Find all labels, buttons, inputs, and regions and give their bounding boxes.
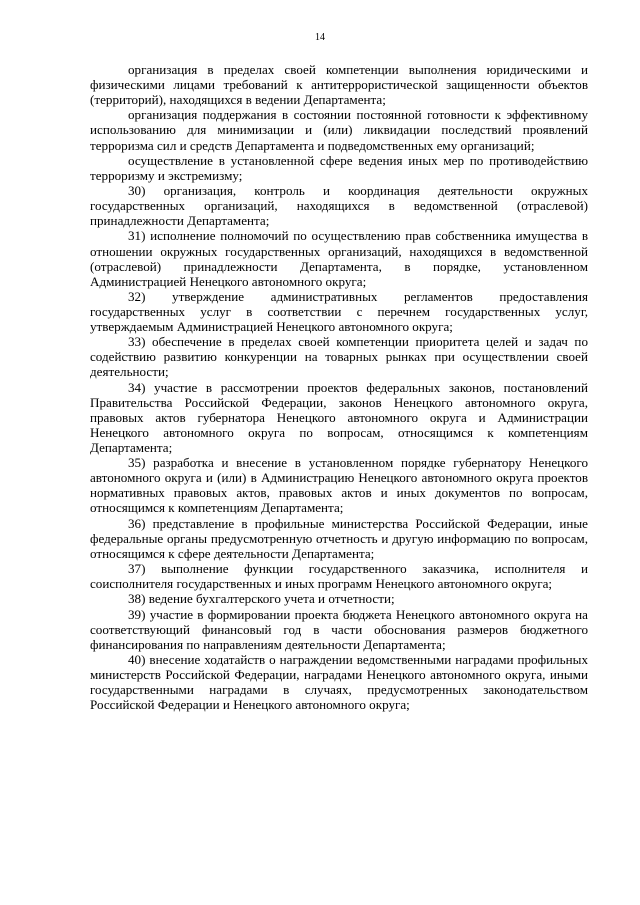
paragraph-item-35: 35) разработка и внесение в установленном порядке губернатору Ненецкого автономного округа и (или) в Администрацию Ненецкого автономного округа проектов нормативных правовых актов, правовых актов и иных документов по вопросам, относящимся к компетенциям Департамента; [90, 455, 588, 516]
paragraph-item-30: 30) организация, контроль и координация деятельности окружных государственных организаций, находящихся в ведомственной (отраслевой) принадлежности Департамента; [90, 183, 588, 229]
paragraph-item-36: 36) представление в профильные министерства Российской Федерации, иные федеральные органы предусмотренную отчетность и другую информацию по вопросам, относящимся к сфере деятельности Департамента; [90, 515, 588, 561]
paragraph-item-31: 31) исполнение полномочий по осуществлению прав собственника имущества в отношении окружных государственных организаций, находящихся в ведомственной (отраслевой) принадлежности Департамента, в порядке, установленном Администрацией Ненецкого автономного округа; [90, 228, 588, 289]
paragraph-item-37: 37) выполнение функции государственного заказчика, исполнителя и соисполнителя государственных и иных программ Ненецкого автономного округа; [90, 561, 588, 592]
paragraph-item-39: 39) участие в формировании проекта бюджета Ненецкого автономного округа на соответствующий финансовый год в части обоснования размеров бюджетного финансирования по направлениям деятельности Департамента; [90, 606, 588, 652]
paragraph-item-38: 38) ведение бухгалтерского учета и отчетности; [128, 591, 395, 607]
page-number: 14 [315, 32, 325, 43]
document-body [90, 62, 588, 712]
paragraph-readiness-maintenance: организация поддержания в состоянии постоянной готовности к эффективному использованию для минимизации и (или) ликвидации последствий проявлений терроризма сил и средств Департамента и подведомственных ему организаций; [90, 107, 588, 153]
paragraph-item-32: 32) утверждение административных регламентов предоставления государственных услуг в соответствии с перечнем государственных услуг, утверждаемым Администрацией Ненецкого автономного округа; [90, 288, 588, 335]
paragraph-other-measures: осуществление в установленной сфере ведения иных мер по противодействию терроризму и экстремизму; [90, 152, 588, 183]
paragraph-item-40: 40) внесение ходатайств о награждении ведомственными наградами профильных министерств Российской Федерации, наградами Ненецкого автономного округа, иными государственными наградами в случаях, предусмотренных законодательством Российской Федерации и Ненецкого автономного округа; [90, 651, 588, 713]
paragraph-item-33: 33) обеспечение в пределах своей компетенции приоритета целей и задач по содействию развитию конкуренции на товарных рынках при осуществлении своей деятельности; [90, 334, 588, 380]
paragraph-item-34: 34) участие в рассмотрении проектов федеральных законов, постановлений Правительства Российской Федерации, законов Ненецкого автономного округа, правовых актов губернатора Ненецкого автономного округа и Администрации Ненецкого автономного округа по вопросам, относящимся к компетенциям Департамента; [90, 379, 588, 455]
paragraph-antiterror-protection: организация в пределах своей компетенции выполнения юридическими и физическими лицами требований к антитеррористической защищенности объектов (территорий), находящихся в ведении Департамента; [90, 62, 588, 108]
